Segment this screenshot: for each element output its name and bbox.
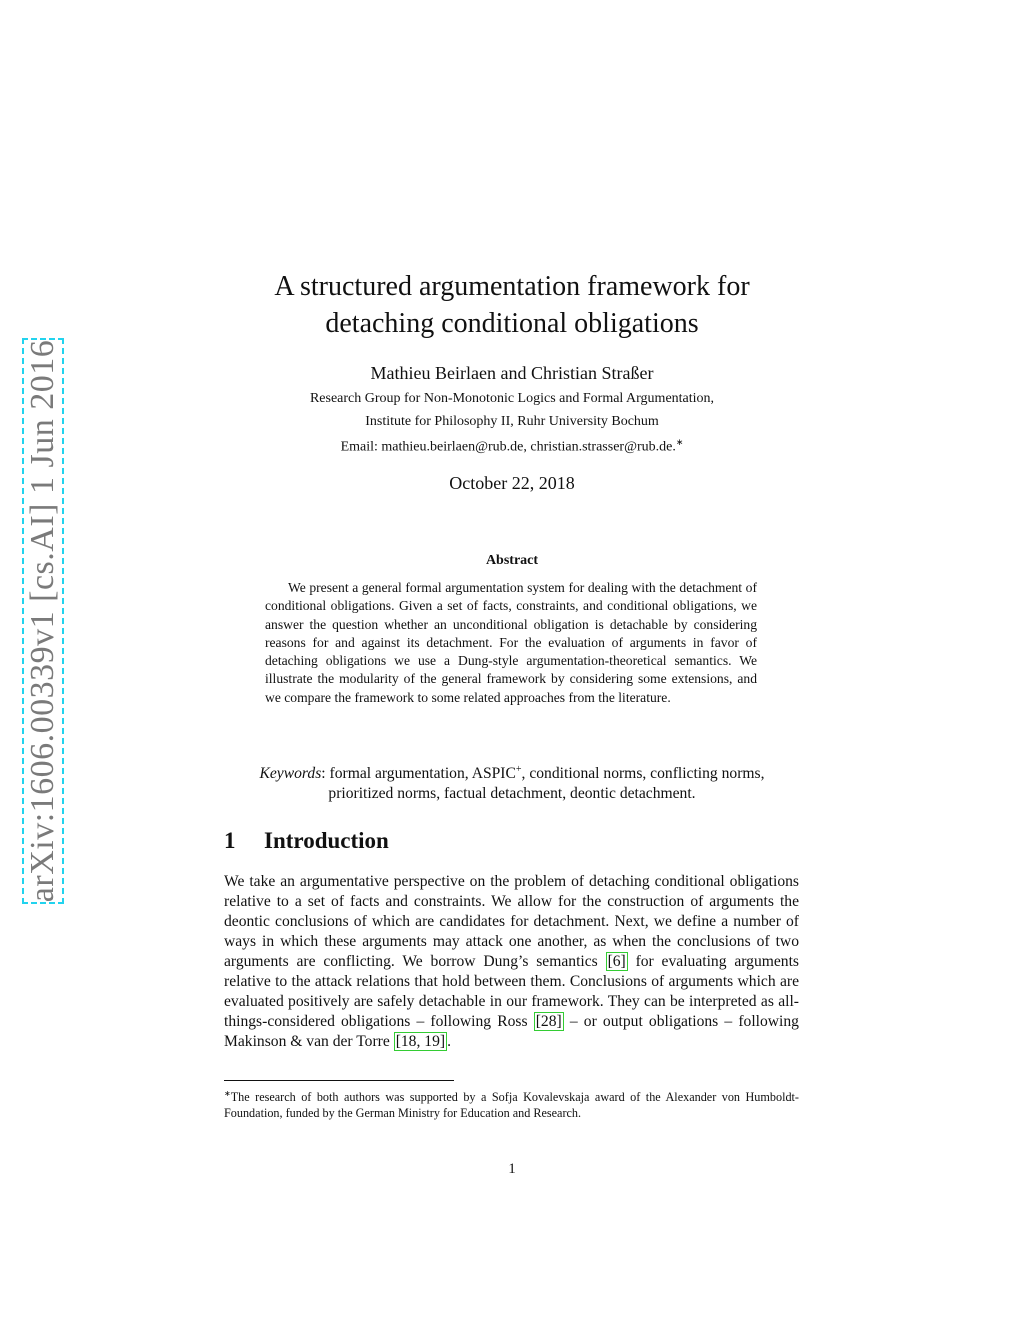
arxiv-identifier: arXiv:1606.00339v1 [cs.AI] 1 Jun 2016 [24,339,61,903]
footnote-mark: ∗ [224,1089,231,1098]
email-label: Email: [340,439,378,455]
abstract-heading: Abstract [485,553,539,568]
paper-title [0,268,1024,342]
footnote-marker[interactable]: ∗ [675,437,684,447]
keywords-label: Keywords [259,765,322,783]
author-email [0,437,1024,456]
section-number: 1 [224,828,236,853]
citation-link[interactable]: [6] [607,953,626,970]
title-line-1: A structured argumentation framework for [274,271,750,302]
publication-date: October 22, 2018 [449,473,575,493]
footnote [224,1086,799,1121]
keywords [240,760,784,804]
intro-text-4: . [447,1033,451,1050]
keywords-list-start: : formal argumentation, ASPIC [321,765,516,783]
intro-paragraph [224,872,799,1052]
page-number: 1 [508,1161,516,1177]
footnote-divider [224,1080,454,1081]
citation-link[interactable]: [18, 19] [395,1033,446,1050]
title-line-2: detaching conditional obligations [325,308,699,339]
intro-text-1: We take an argumentative perspective on the problem of detaching conditional obligations relative to a set of facts and constraints. We allow for the construction of arguments the deontic conclusions of which are candidates for detachment. Next, we define a number of ways in which these arguments may attack one another, as when the conclusions of two arguments are conflicting. We borrow Dung’s semantics [224,873,799,970]
intro-text-3: – or output obligations – following Makinson & van der Torre [224,1013,799,1050]
abstract-text: We present a general formal argumentation system for dealing with the detachment of conditional obligations. Given a set of facts, constraints, and conditional obligations, we answer the question whether an unconditional obligation is detachable by considering reasons for and against its detachment. For the evaluation of arguments in favor of detaching obligations we use a Dung-style argumentation-theoretical semantics. We illustrate the modularity of the general framework by considering some extensions, and we compare the framework to some related approaches from the literature. [265,580,757,705]
intro-text-2: for evaluating arguments relative to the attack relations that hold between them. Conclusions of arguments which are evaluated positively are safely detachable in our framework. They can be interpreted as all-things-considered obligations – following Ross [224,953,799,1030]
keywords-list-end: , conditional norms, conflicting norms, prioritized norms, factual detachment, deontic detachment. [328,765,765,803]
affiliation-line-2: Institute for Philosophy II, Ruhr University Bochum [365,414,659,429]
footnote-text: The research of both authors was supported by a Sofja Kovalevskaja award of the Alexander von Humboldt-Foundation, funded by the German Ministry for Education and Research. [224,1090,799,1121]
citation-link[interactable]: [28] [535,1013,562,1030]
section-title: Introduction [264,828,389,853]
affiliation-line-1: Research Group for Non-Monotonic Logics and Formal Argumentation, [309,391,715,406]
email-addresses[interactable]: mathieu.beirlaen@rub.de, christian.strasser@rub.de. [381,439,676,455]
keywords-superscript: + [515,764,522,775]
author-names: Mathieu Beirlaen and Christian Straßer [370,363,654,383]
section-heading [224,828,389,854]
